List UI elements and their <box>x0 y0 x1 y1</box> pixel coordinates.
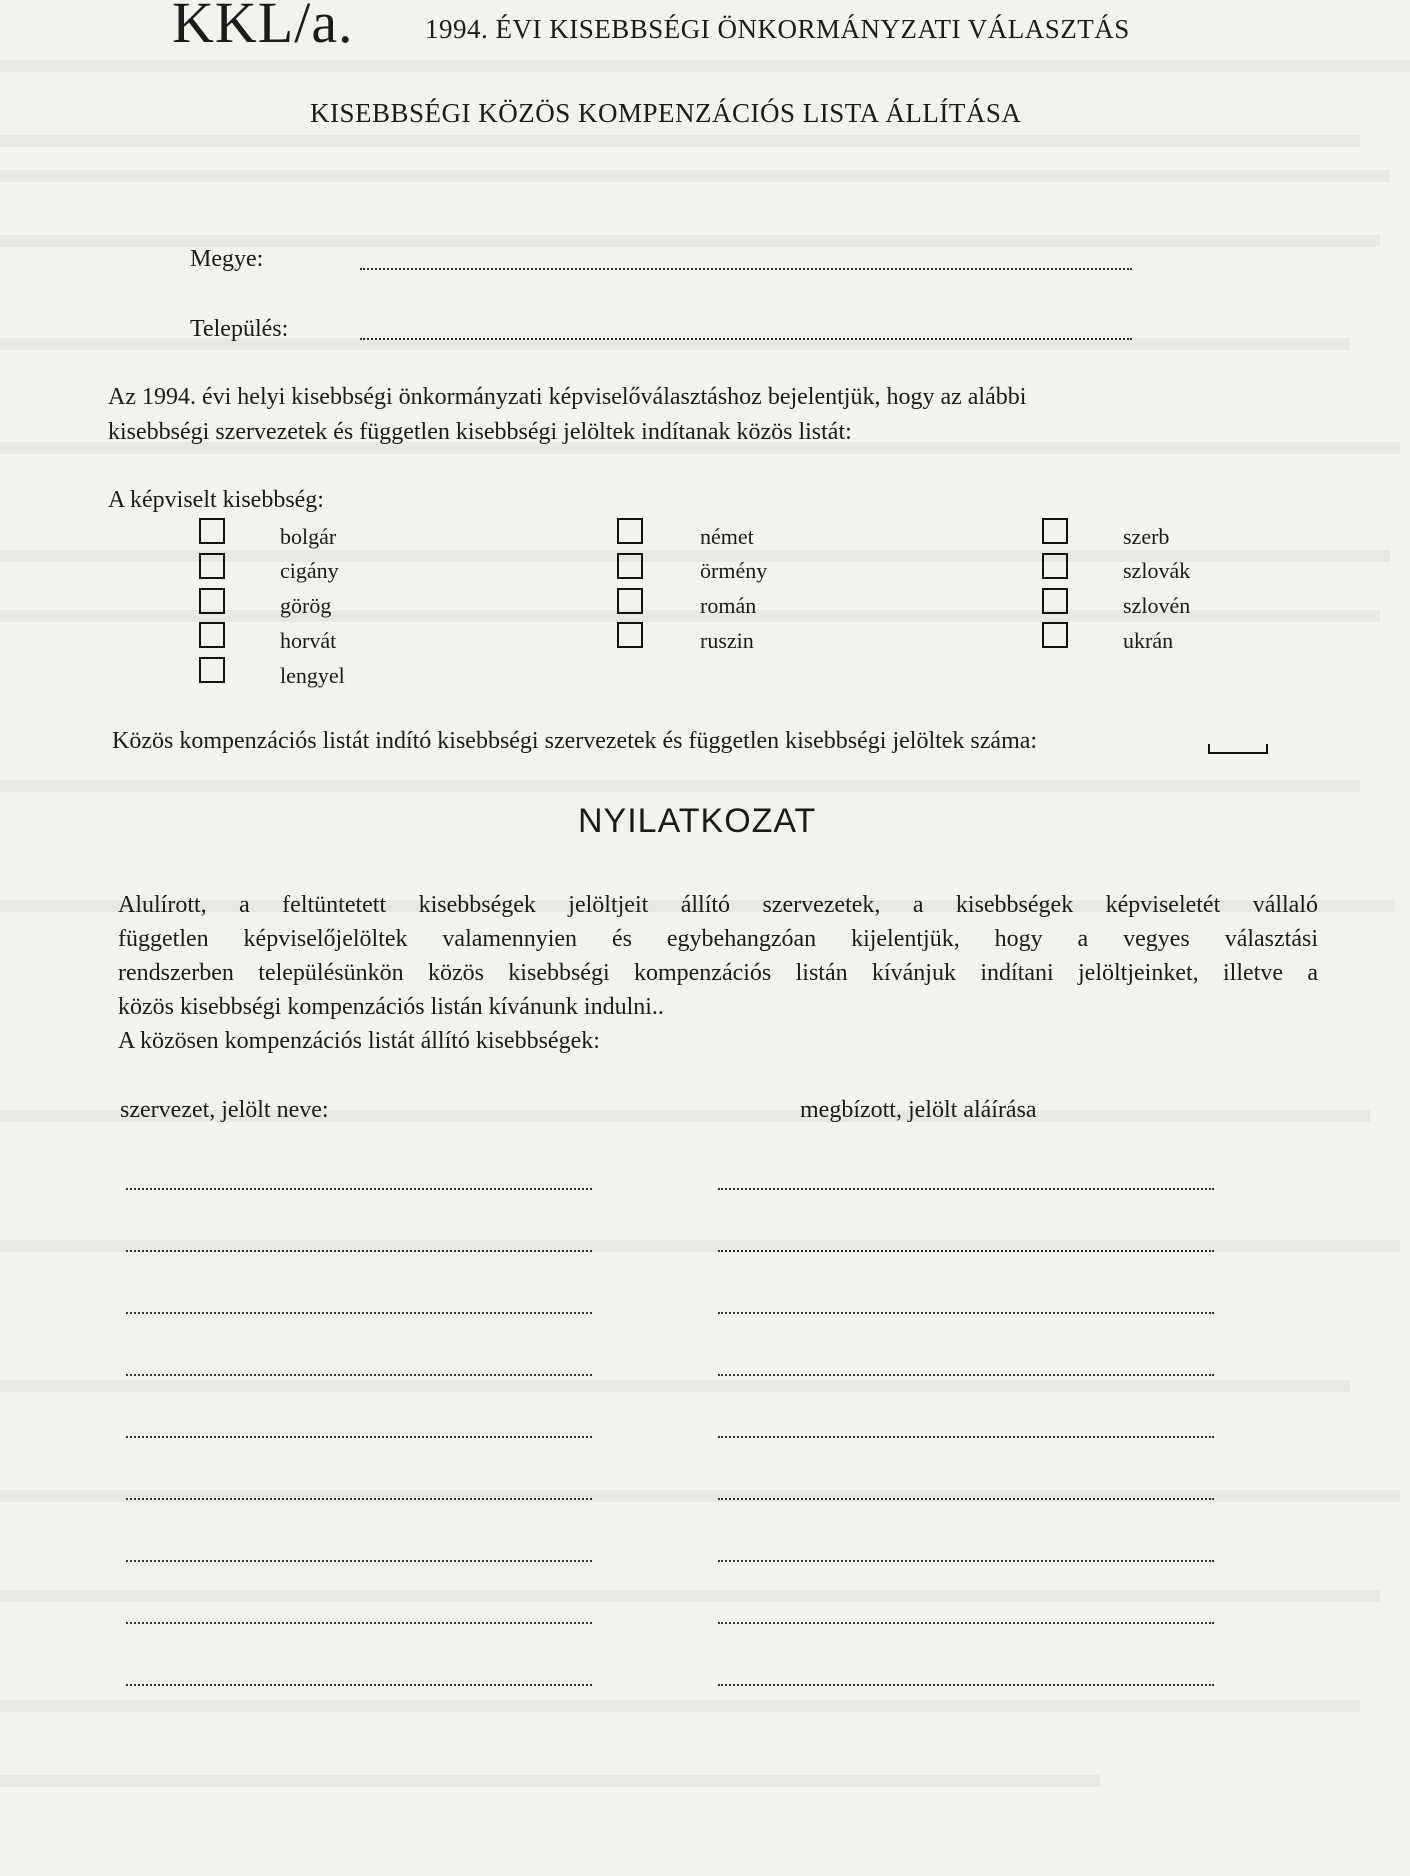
minority-cigany: cigány <box>280 558 339 583</box>
signature-name-line[interactable] <box>126 1374 592 1376</box>
signature-name-line[interactable] <box>126 1436 592 1438</box>
signature-name-line[interactable] <box>126 1250 592 1252</box>
minority-szerb: szerb <box>1123 524 1170 549</box>
minority-bolgar: bolgár <box>280 524 337 549</box>
signature-sign-line[interactable] <box>718 1622 1214 1624</box>
signature-name-line[interactable] <box>126 1560 592 1562</box>
signature-sign-line[interactable] <box>718 1498 1214 1500</box>
count-label: Közös kompenzációs listát indító kisebbségi szervezetek és független kisebbségi jelöltek száma: <box>112 728 1038 754</box>
signature-sign-line[interactable] <box>718 1560 1214 1562</box>
signature-name-line[interactable] <box>126 1622 592 1624</box>
checkbox-bolgar[interactable] <box>199 518 225 544</box>
declaration-heading: NYILATKOZAT <box>578 802 817 840</box>
declaration-line-2: független képviselőjelöltek valamennyien és egybehangzóan kijelentjük, hogy a vegyes választási <box>118 926 1318 952</box>
signature-sign-line[interactable] <box>718 1188 1214 1190</box>
minority-horvat: horvát <box>280 628 337 653</box>
checkbox-ormeny[interactable] <box>617 553 643 579</box>
signature-name-line[interactable] <box>126 1312 592 1314</box>
minority-label: A képviselt kisebbség: <box>108 487 324 513</box>
signature-name-line[interactable] <box>126 1684 592 1686</box>
minority-ormeny: örmény <box>700 558 768 583</box>
minority-gorog: görög <box>280 593 332 618</box>
checkbox-szlovak[interactable] <box>1042 553 1068 579</box>
signature-sign-line[interactable] <box>718 1684 1214 1686</box>
signature-name-line[interactable] <box>126 1498 592 1500</box>
checkbox-roman[interactable] <box>617 588 643 614</box>
checkbox-nemet[interactable] <box>617 518 643 544</box>
checkbox-szloven[interactable] <box>1042 588 1068 614</box>
checkbox-lengyel[interactable] <box>199 657 225 683</box>
count-field[interactable] <box>1208 744 1268 754</box>
declaration-line-5: A közösen kompenzációs listát állító kisebbségek: <box>118 1028 600 1054</box>
signature-name-line[interactable] <box>126 1188 592 1190</box>
checkbox-szerb[interactable] <box>1042 518 1068 544</box>
minority-szlovak: szlovák <box>1123 558 1191 583</box>
signature-sign-line[interactable] <box>718 1374 1214 1376</box>
checkbox-ruszin[interactable] <box>617 622 643 648</box>
declaration-line-4: közös kisebbségi kompenzációs listán kívánunk indulni.. <box>118 994 664 1020</box>
minority-nemet: német <box>700 524 754 549</box>
signature-sign-label: megbízott, jelölt aláírása <box>800 1097 1037 1123</box>
minority-ruszin: ruszin <box>700 628 754 653</box>
settlement-label: Település: <box>190 316 289 342</box>
county-field[interactable] <box>360 268 1132 270</box>
form-code: KKL/a. <box>172 0 354 55</box>
checkbox-ukran[interactable] <box>1042 622 1068 648</box>
minority-roman: román <box>700 593 757 618</box>
signature-name-label: szervezet, jelölt neve: <box>120 1097 329 1123</box>
declaration-line-1: Alulírott, a feltüntetett kisebbségek jelöltjeit állító szervezetek, a kisebbségek képviseletét vállaló <box>118 892 1318 918</box>
checkbox-gorog[interactable] <box>199 588 225 614</box>
county-label: Megye: <box>190 246 264 272</box>
intro-line-2: kisebbségi szervezetek és független kisebbségi jelöltek indítanak közös listát: <box>108 419 852 445</box>
settlement-field[interactable] <box>360 338 1132 340</box>
document-subtitle: KISEBBSÉGI KÖZÖS KOMPENZÁCIÓS LISTA ÁLLÍTÁSA <box>310 98 1022 128</box>
minority-ukran: ukrán <box>1123 628 1174 653</box>
signature-sign-line[interactable] <box>718 1250 1214 1252</box>
signature-sign-line[interactable] <box>718 1436 1214 1438</box>
declaration-line-3: rendszerben településünkön közös kisebbségi kompenzációs listán kívánjuk indítani jelöltjeinket, illetve a <box>118 960 1318 986</box>
checkbox-cigany[interactable] <box>199 553 225 579</box>
minority-szloven: szlovén <box>1123 593 1191 618</box>
document-title: 1994. ÉVI KISEBBSÉGI ÖNKORMÁNYZATI VÁLASZTÁS <box>425 14 1130 44</box>
intro-line-1: Az 1994. évi helyi kisebbségi önkormányzati képviselőválasztáshoz bejelentjük, hogy az alábbi <box>108 384 1027 410</box>
signature-sign-line[interactable] <box>718 1312 1214 1314</box>
minority-lengyel: lengyel <box>280 663 345 688</box>
checkbox-horvat[interactable] <box>199 622 225 648</box>
